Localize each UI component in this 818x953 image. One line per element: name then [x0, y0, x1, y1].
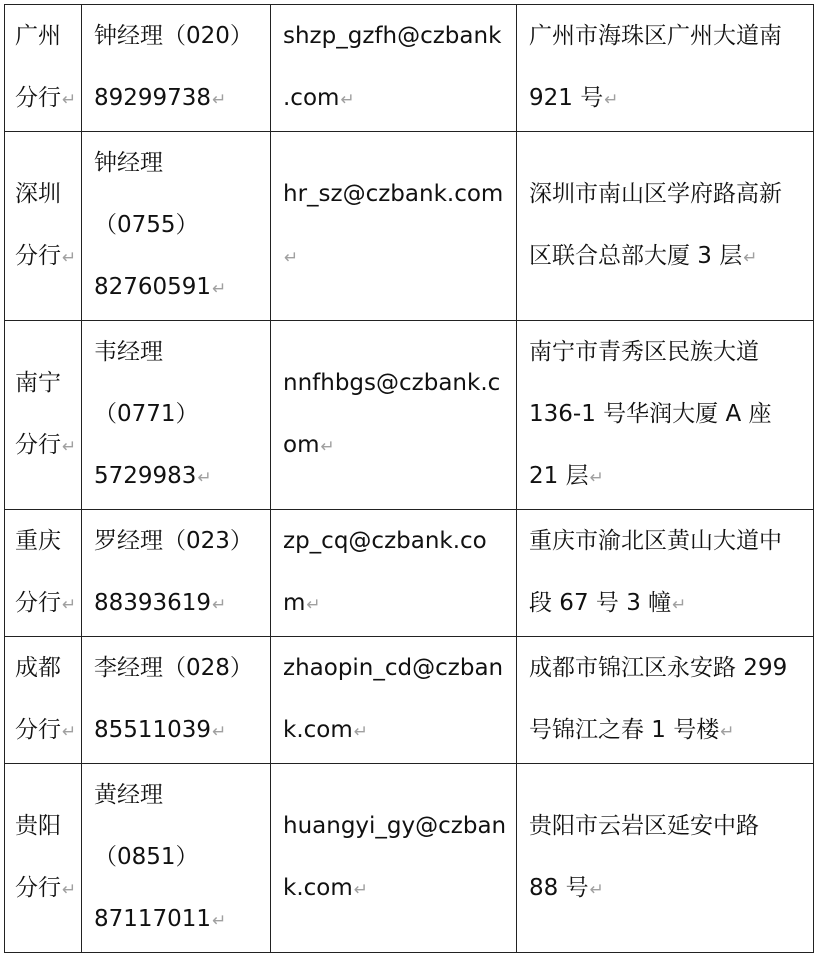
- paragraph-mark-icon: ↵: [62, 595, 77, 615]
- cell-text: 号锦江之春 1 号楼: [529, 717, 720, 743]
- cell-text: 136-1 号华润大厦 A 座: [529, 401, 772, 427]
- branch-contact-table: [4, 4, 814, 953]
- email-cell: [271, 321, 517, 510]
- table-row: [5, 510, 814, 637]
- paragraph-mark-icon: ↵: [62, 437, 77, 457]
- cell-text: 段 67 号 3 幢: [529, 590, 672, 616]
- cell-text: 分行: [15, 875, 61, 901]
- cell-text: .com: [283, 85, 340, 111]
- cell-text: 分行: [15, 590, 61, 616]
- paragraph-mark-icon: ↵: [672, 595, 687, 615]
- cell-text: 88 号: [529, 875, 589, 901]
- cell-text: hr_sz@czbank.com: [283, 181, 504, 207]
- paragraph-mark-icon: ↵: [62, 248, 77, 268]
- address-cell: [517, 5, 814, 132]
- paragraph-mark-icon: ↵: [589, 468, 604, 488]
- branch-cell: [5, 510, 82, 637]
- contact-cell: [82, 321, 271, 510]
- cell-text: 5729983: [94, 463, 197, 489]
- contact-cell: [82, 764, 271, 953]
- cell-text: nnfhbgs@czbank.c: [283, 370, 501, 396]
- cell-text: k.com: [283, 875, 353, 901]
- cell-text: 分行: [15, 85, 61, 111]
- cell-text: 李经理（028）: [94, 655, 253, 681]
- paragraph-mark-icon: ↵: [720, 722, 735, 742]
- cell-text: （0771）: [94, 401, 199, 427]
- cell-text: k.com: [283, 717, 353, 743]
- cell-text: zp_cq@czbank.co: [283, 528, 487, 554]
- cell-text: 罗经理（023）: [94, 528, 253, 554]
- cell-text: 贵阳: [15, 813, 61, 839]
- cell-text: 深圳市南山区学府路高新: [529, 181, 782, 207]
- cell-text: 82760591: [94, 274, 212, 300]
- table-row: [5, 321, 814, 510]
- cell-text: 黄经理: [94, 782, 163, 808]
- branch-cell: [5, 321, 82, 510]
- cell-text: 钟经理（020）: [94, 23, 253, 49]
- branch-cell: [5, 5, 82, 132]
- table-body: [5, 5, 814, 953]
- cell-text: 88393619: [94, 590, 212, 616]
- cell-text: 成都市锦江区永安路 299: [529, 655, 788, 681]
- paragraph-mark-icon: ↵: [212, 911, 227, 931]
- cell-text: （0851）: [94, 844, 199, 870]
- cell-text: 南宁: [15, 370, 61, 396]
- address-cell: [517, 637, 814, 764]
- paragraph-mark-icon: ↵: [284, 248, 299, 268]
- contact-cell: [82, 637, 271, 764]
- paragraph-mark-icon: ↵: [62, 722, 77, 742]
- address-cell: [517, 764, 814, 953]
- cell-text: huangyi_gy@czban: [283, 813, 507, 839]
- branch-cell: [5, 764, 82, 953]
- cell-text: 85511039: [94, 717, 212, 743]
- cell-text: 钟经理: [94, 150, 163, 176]
- paragraph-mark-icon: ↵: [212, 90, 227, 110]
- paragraph-mark-icon: ↵: [62, 880, 77, 900]
- email-cell: [271, 5, 517, 132]
- cell-text: shzp_gzfh@czbank: [283, 23, 502, 49]
- cell-text: 区联合总部大厦 3 层: [529, 243, 743, 269]
- cell-text: 重庆: [15, 528, 61, 554]
- paragraph-mark-icon: ↵: [320, 437, 335, 457]
- contact-cell: [82, 132, 271, 321]
- cell-text: 921 号: [529, 85, 604, 111]
- cell-text: 深圳: [15, 181, 61, 207]
- paragraph-mark-icon: ↵: [212, 722, 227, 742]
- paragraph-mark-icon: ↵: [589, 880, 604, 900]
- paragraph-mark-icon: ↵: [306, 595, 321, 615]
- email-cell: [271, 132, 517, 321]
- cell-text: 分行: [15, 432, 61, 458]
- contact-cell: [82, 510, 271, 637]
- address-cell: [517, 132, 814, 321]
- table-row: [5, 5, 814, 132]
- cell-text: 重庆市渝北区黄山大道中: [529, 528, 782, 554]
- cell-text: 韦经理: [94, 339, 163, 365]
- email-cell: [271, 764, 517, 953]
- paragraph-mark-icon: ↵: [212, 595, 227, 615]
- table-row: [5, 132, 814, 321]
- cell-text: 广州: [15, 23, 61, 49]
- paragraph-mark-icon: ↵: [353, 880, 369, 900]
- cell-text: zhaopin_cd@czban: [283, 655, 504, 681]
- cell-text: 21 层: [529, 463, 589, 489]
- cell-text: 广州市海珠区广州大道南: [529, 23, 782, 49]
- paragraph-mark-icon: ↵: [62, 90, 77, 110]
- address-cell: [517, 510, 814, 637]
- table-row: [5, 637, 814, 764]
- cell-text: （0755）: [94, 212, 199, 238]
- cell-text: 89299738: [94, 85, 212, 111]
- branch-cell: [5, 637, 82, 764]
- paragraph-mark-icon: ↵: [743, 248, 758, 268]
- cell-text: om: [283, 432, 320, 458]
- cell-text: 分行: [15, 717, 61, 743]
- cell-text: 分行: [15, 243, 61, 269]
- branch-cell: [5, 132, 82, 321]
- address-cell: [517, 321, 814, 510]
- table-row: [5, 764, 814, 953]
- cell-text: m: [283, 590, 306, 616]
- email-cell: [271, 510, 517, 637]
- cell-text: 南宁市青秀区民族大道: [529, 339, 759, 365]
- email-cell: [271, 637, 517, 764]
- paragraph-mark-icon: ↵: [604, 90, 619, 110]
- paragraph-mark-icon: ↵: [353, 722, 369, 742]
- paragraph-mark-icon: ↵: [212, 279, 227, 299]
- cell-text: 87117011: [94, 906, 212, 932]
- paragraph-mark-icon: ↵: [340, 90, 355, 110]
- paragraph-mark-icon: ↵: [197, 468, 212, 488]
- cell-text: 成都: [15, 655, 61, 681]
- contact-cell: [82, 5, 271, 132]
- cell-text: 贵阳市云岩区延安中路: [529, 813, 759, 839]
